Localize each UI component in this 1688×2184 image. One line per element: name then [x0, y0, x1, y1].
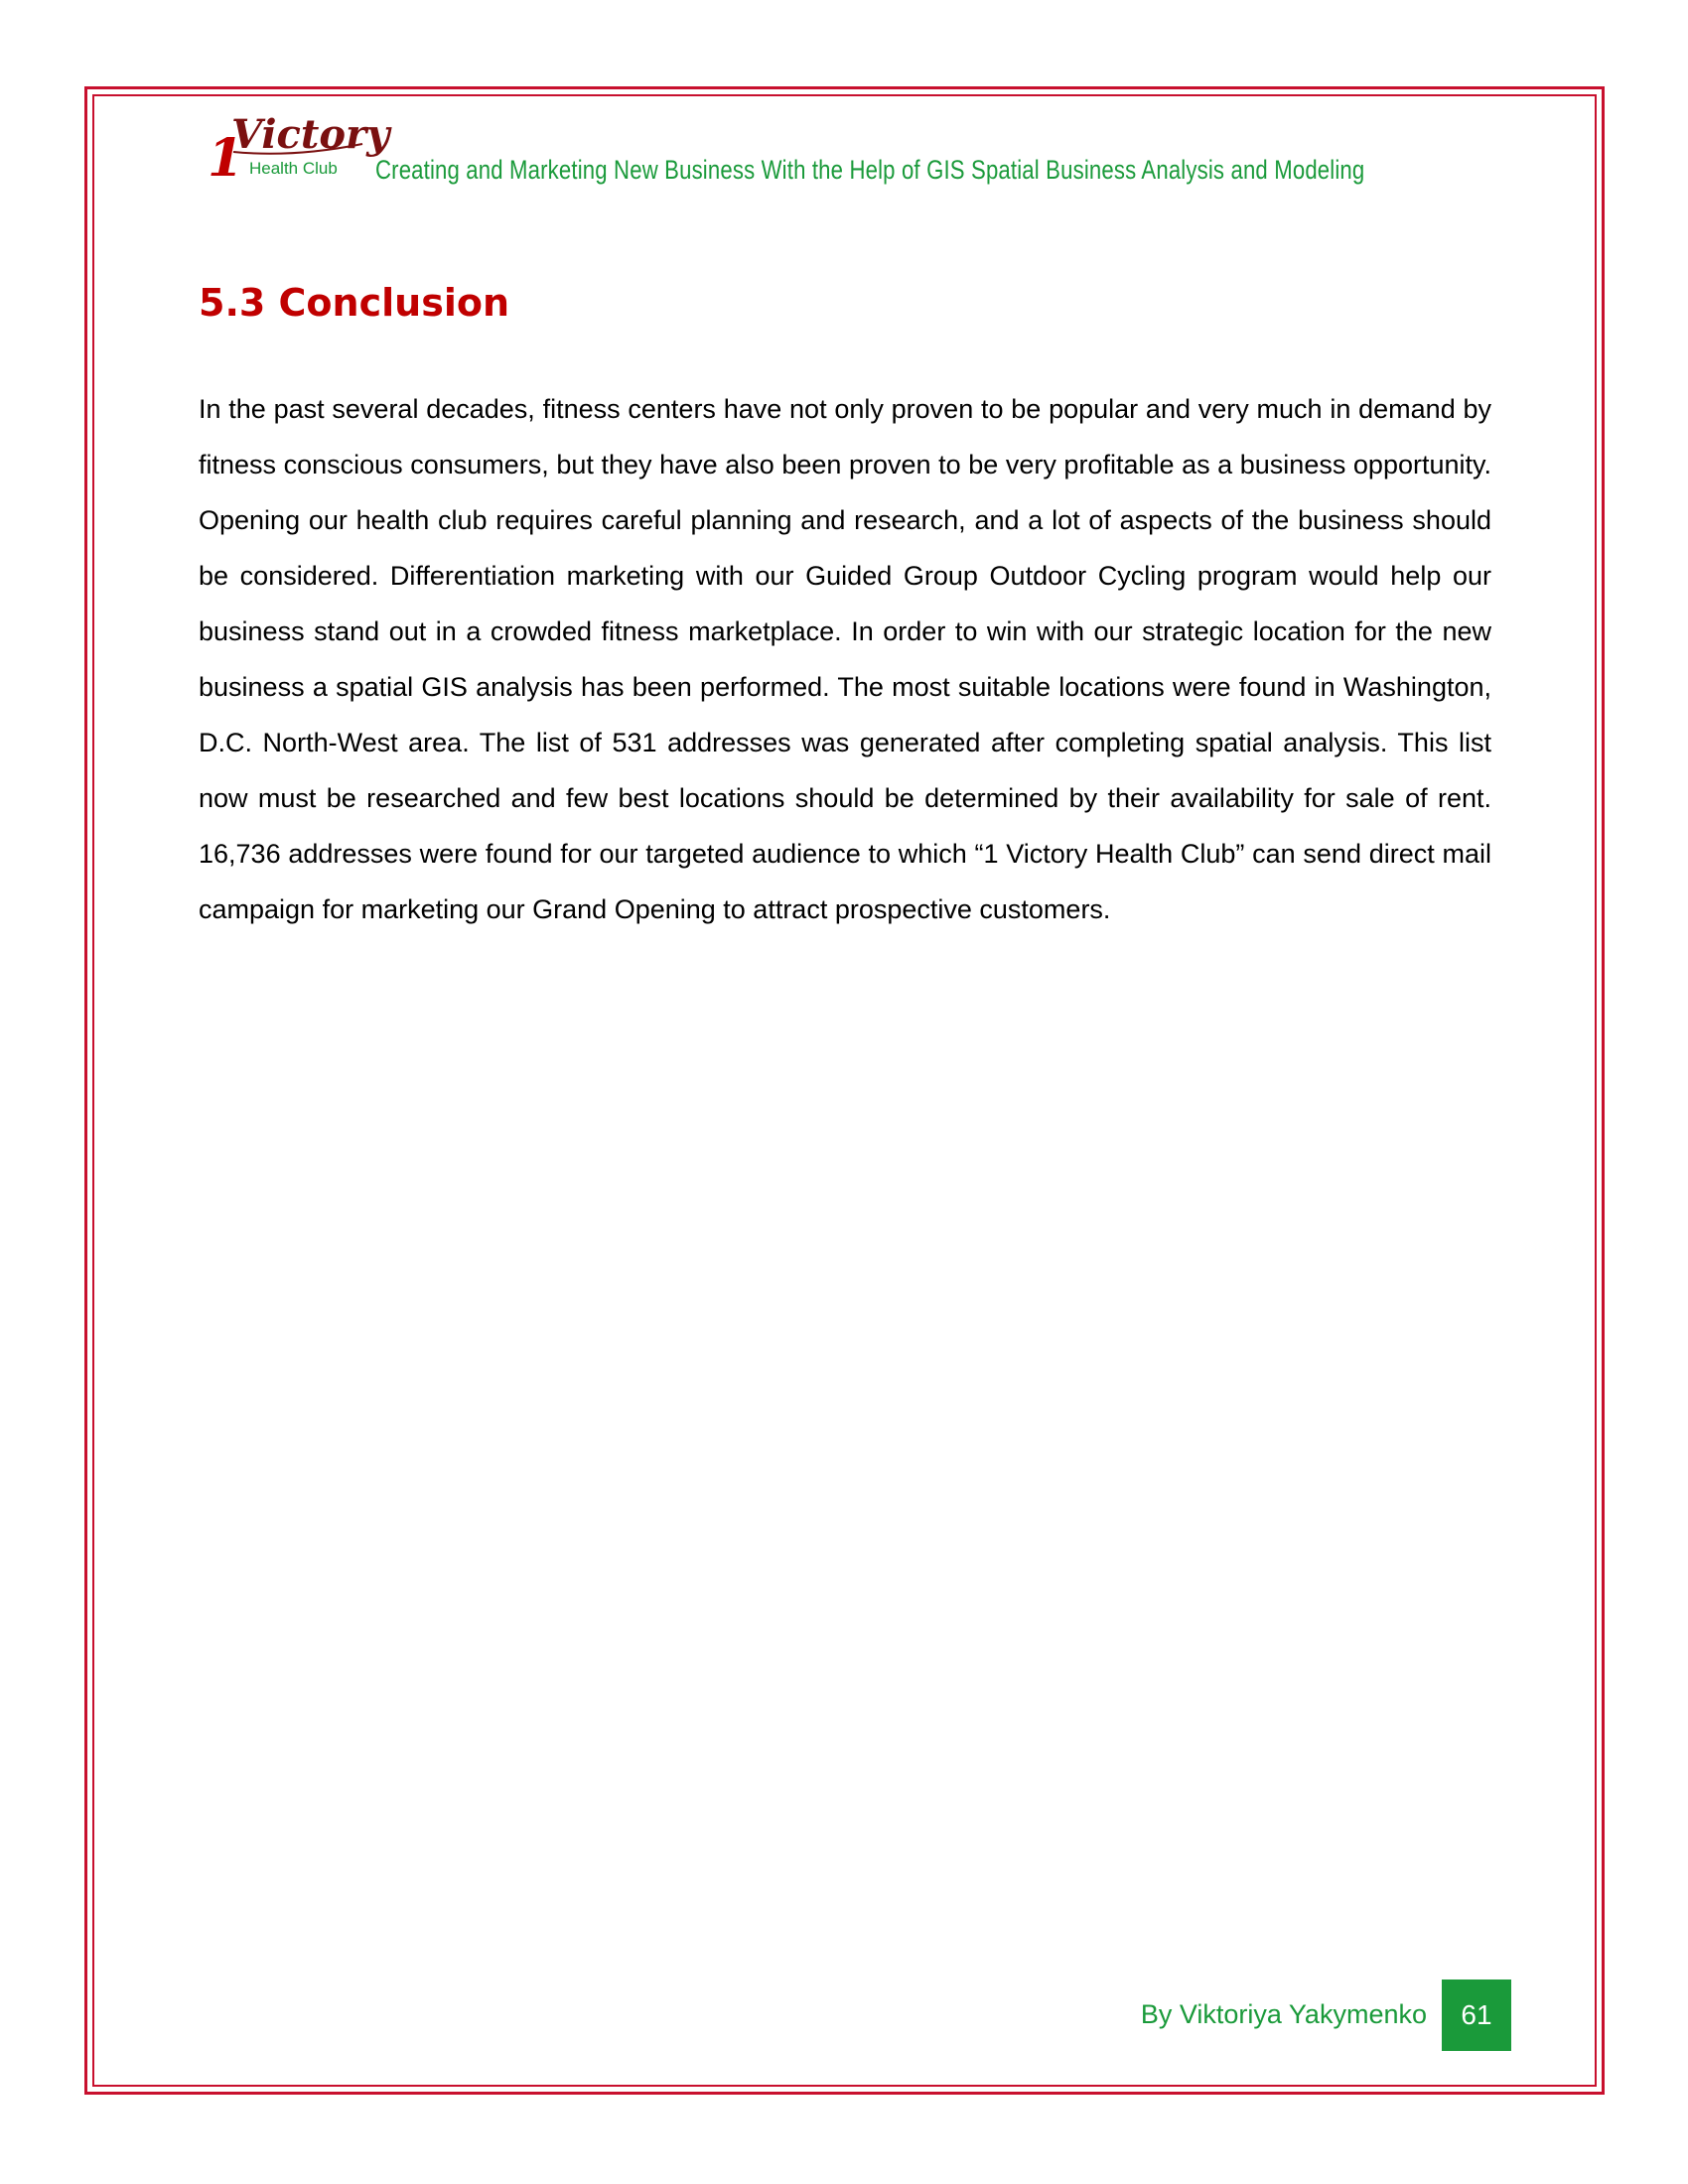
section-heading: 5.3 Conclusion: [199, 281, 509, 325]
page-number: 61: [1442, 1979, 1511, 2051]
footer-author: By Viktoriya Yakymenko: [1140, 1999, 1427, 2029]
header-title: Creating and Marketing New Business With the Help of GIS Spatial Business Analysis and Modeling: [375, 155, 1365, 185]
club-logo: [204, 106, 390, 189]
logo-subtitle: Health Club: [249, 159, 338, 178]
logo-numeral: 1: [208, 128, 244, 189]
body-paragraph: In the past several decades, fitness centers have not only proven to be popular and very much in demand by fitness conscious consumers, but they have also been proven to be very profitable as a business opportunity. Opening our health club requires careful planning and research, and a lot of aspects of the business should be considered. Differentiation marketing with our Guided Group Outdoor Cycling program would help our business stand out in a crowded fitness marketplace. In order to win with our strategic location for the new business a spatial GIS analysis has been performed. The most suitable locations were found in Washington, D.C. North-West area. The list of 531 addresses was generated after completing spatial analysis. This list now must be researched and few best locations should be determined by their availability for sale of rent. 16,736 addresses were found for our targeted audience to which “1 Victory Health Club” can send direct mail campaign for marketing our Grand Opening to attract prospective customers.: [199, 394, 1491, 924]
logo-brand: Victory: [231, 111, 390, 158]
